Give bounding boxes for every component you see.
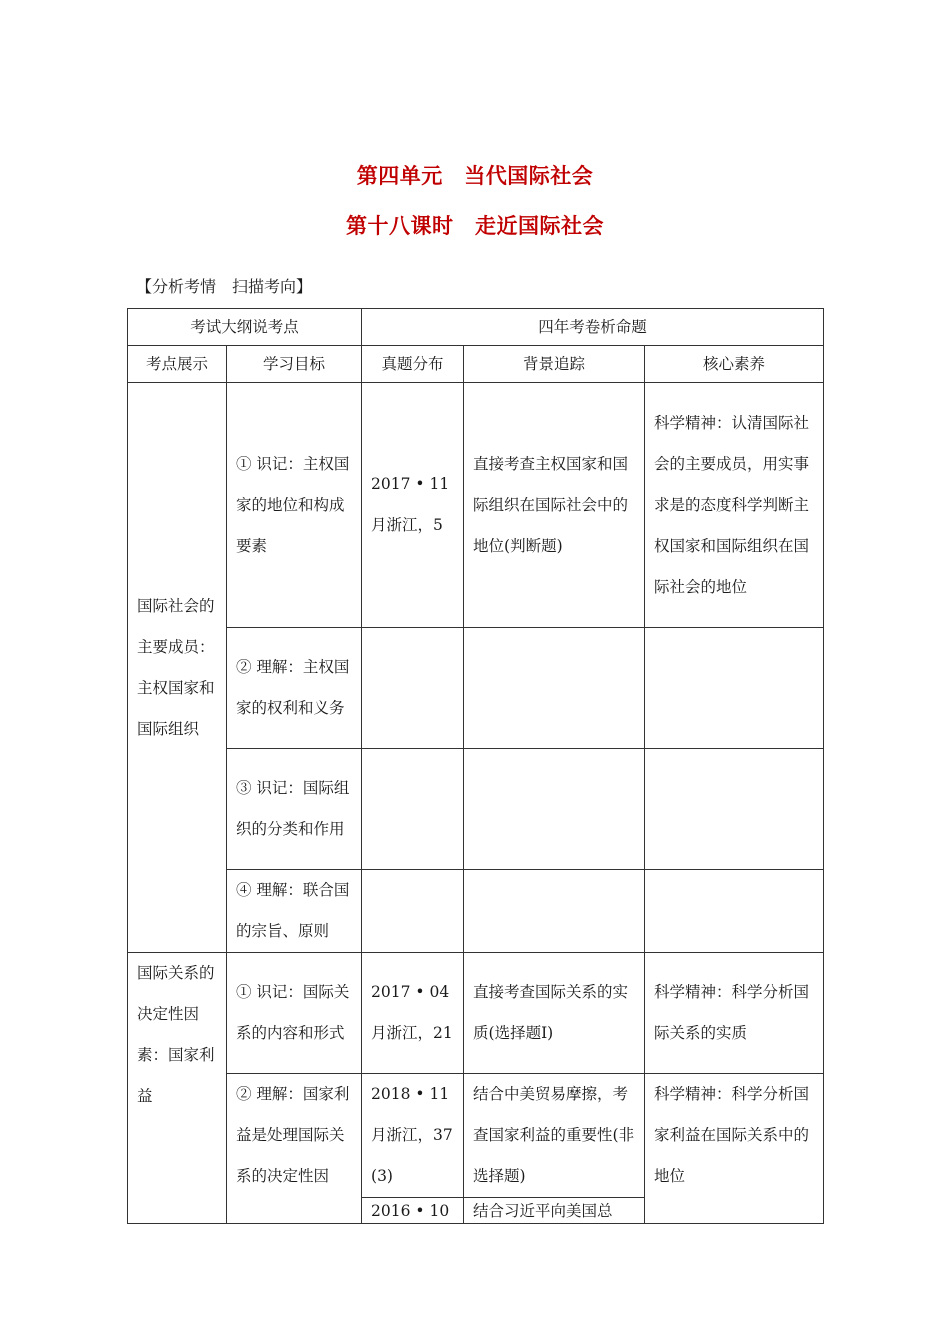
column-header-literacy: 核心素养 [645, 346, 824, 383]
table-row [128, 1074, 824, 1198]
exam-cell: 2017 • 04 月浙江，21 [362, 953, 464, 1074]
topic-cell: 国际社会的主要成员：主权国家和国际组织 [128, 383, 227, 953]
group-header-row [128, 309, 824, 346]
syllabus-table [127, 308, 824, 1224]
column-header-exam: 真题分布 [362, 346, 464, 383]
literacy-cell [645, 870, 824, 953]
background-cell [464, 870, 645, 953]
group-header-exams: 四年考卷析命题 [362, 309, 824, 346]
literacy-cell: 科学精神：科学分析国际关系的实质 [645, 953, 824, 1074]
table-row [128, 628, 824, 749]
exam-cell [362, 628, 464, 749]
goal-cell: ④ 理解：联合国的宗旨、原则 [227, 870, 362, 953]
literacy-cell: 科学精神：认清国际社会的主要成员，用实事求是的态度科学判断主权国家和国际组织在国际社会的地位 [645, 383, 824, 628]
background-cell [464, 628, 645, 749]
table-row [128, 749, 824, 870]
exam-cell [362, 749, 464, 870]
literacy-cell: 科学精神：科学分析国家利益在国际关系中的地位 [645, 1074, 824, 1224]
goal-cell: ① 识记：国际关系的内容和形式 [227, 953, 362, 1074]
table-row [128, 870, 824, 953]
goal-cell: ② 理解：国家利益是处理国际关系的决定性因 [227, 1074, 362, 1224]
table-row [128, 383, 824, 628]
literacy-cell [645, 628, 824, 749]
exam-cell: 2018 • 11 月浙江，37(3) [362, 1074, 464, 1198]
group-header-syllabus: 考试大纲说考点 [128, 309, 362, 346]
lesson-title: 第十八课时 走近国际社会 [346, 214, 604, 238]
goal-cell: ② 理解：主权国家的权利和义务 [227, 628, 362, 749]
column-header-goal: 学习目标 [227, 346, 362, 383]
goal-cell: ① 识记：主权国家的地位和构成要素 [227, 383, 362, 628]
background-cell: 直接考查主权国家和国际组织在国际社会中的地位(判断题) [464, 383, 645, 628]
table-row [128, 953, 824, 1074]
exam-cell: 2016 • 10 [362, 1198, 464, 1224]
unit-title: 第四单元 当代国际社会 [356, 164, 594, 188]
goal-cell: ③ 识记：国际组织的分类和作用 [227, 749, 362, 870]
exam-cell [362, 870, 464, 953]
background-cell: 结合习近平向美国总 [464, 1198, 645, 1224]
exam-cell: 2017 • 11 月浙江，5 [362, 383, 464, 628]
column-header-background: 背景追踪 [464, 346, 645, 383]
background-cell: 结合中美贸易摩擦，考查国家利益的重要性(非选择题) [464, 1074, 645, 1198]
column-header-topic: 考点展示 [128, 346, 227, 383]
background-cell [464, 749, 645, 870]
section-label: 【分析考情 扫描考向】 [136, 277, 313, 296]
background-cell: 直接考查国际关系的实质(选择题Ⅰ) [464, 953, 645, 1074]
literacy-cell [645, 749, 824, 870]
topic-cell: 国际关系的决定性因素：国家利益 [128, 953, 227, 1224]
column-header-row [128, 346, 824, 383]
